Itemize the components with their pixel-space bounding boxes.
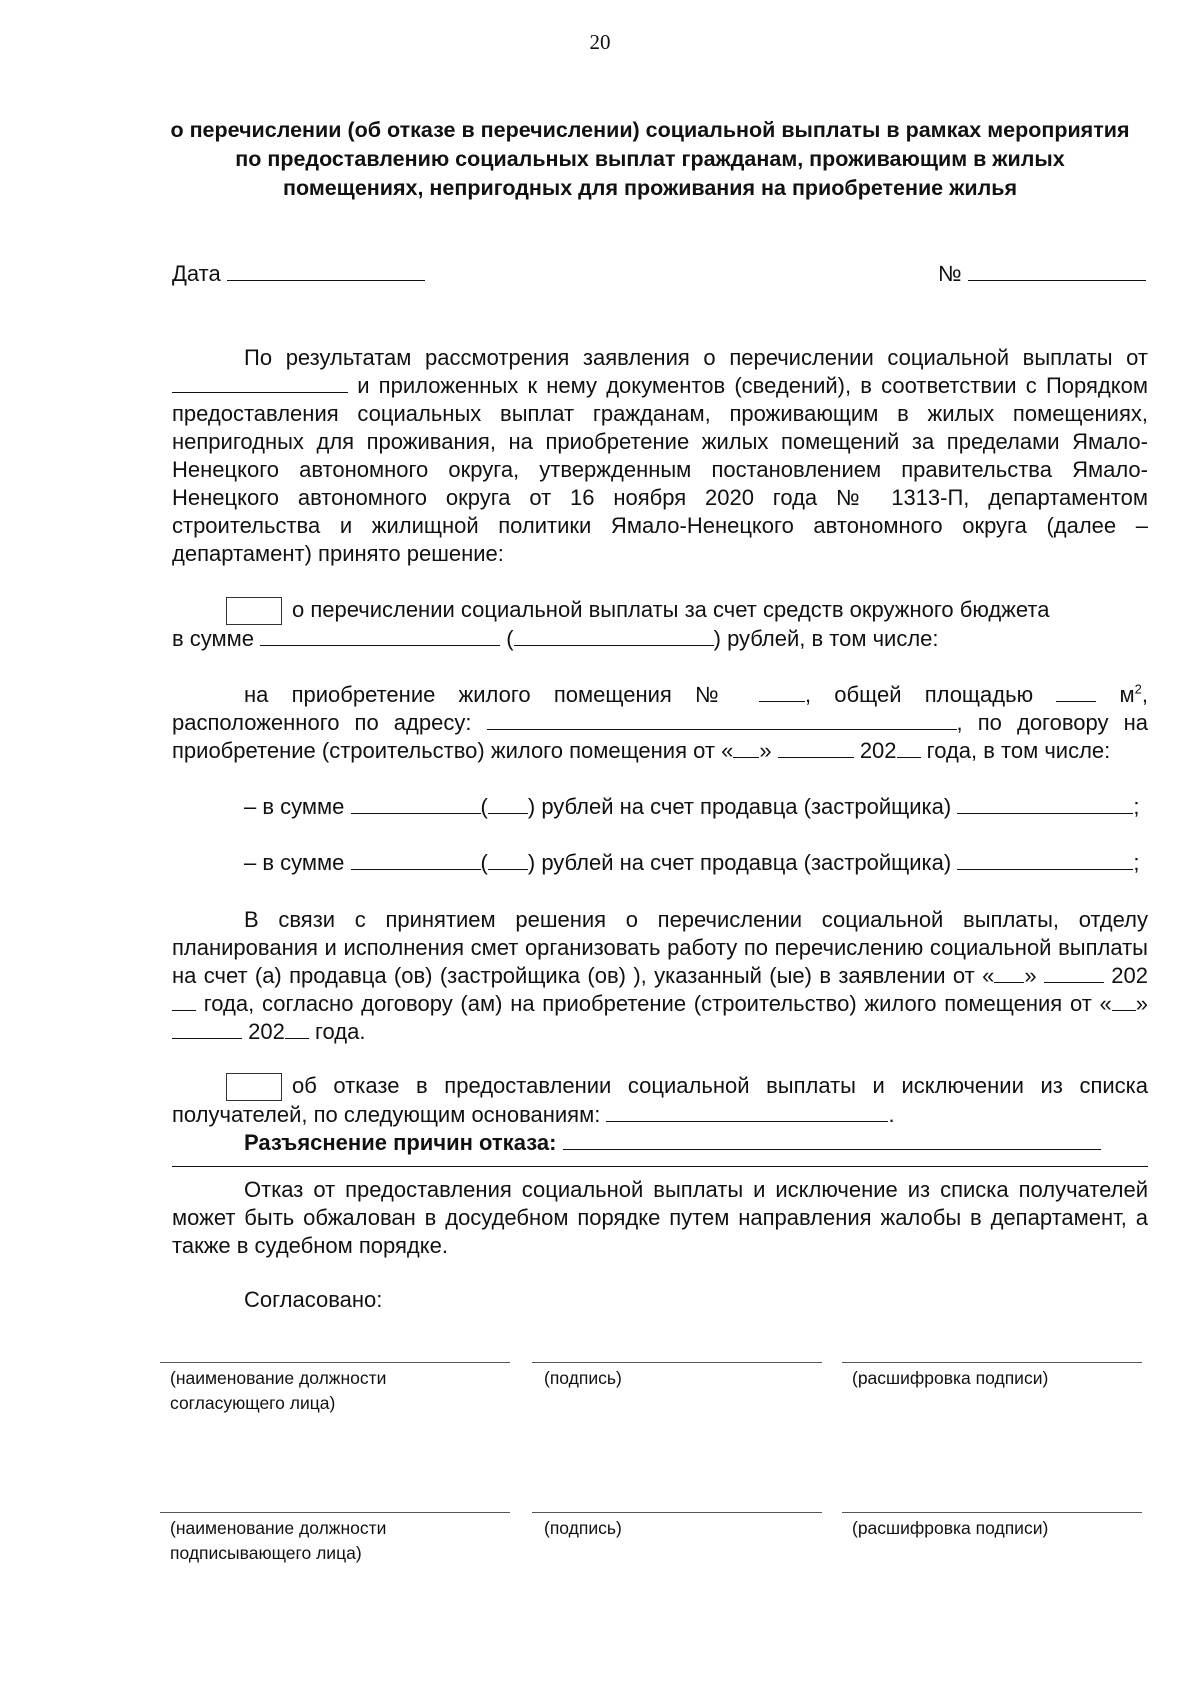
purchase-text-5: расположенного по адресу: <box>172 710 472 735</box>
purchase-text-4: , <box>1141 682 1148 707</box>
refuse-reasons-label: Разъяснение причин отказа: <box>244 1130 557 1156</box>
contract-day-blank[interactable] <box>733 737 759 758</box>
payment-end: ; <box>1133 850 1140 875</box>
signature-line[interactable] <box>532 1362 822 1363</box>
date-blank[interactable] <box>227 260 425 281</box>
refuse-checkbox[interactable] <box>226 1073 282 1101</box>
payment-amount-blank[interactable] <box>351 793 481 814</box>
purchase-text-10: года, в том числе: <box>926 738 1111 763</box>
agreed-label: Согласовано: <box>244 1287 383 1312</box>
purchase-text-8: » <box>759 738 772 763</box>
transfer-paragraph <box>172 906 1148 1046</box>
date-field <box>172 260 425 287</box>
purchase-text-6: , по договору <box>956 710 1109 735</box>
refuse-text: об отказе в предоставлении социальной выплаты и исключении из списка получателей, по следующим основаниям: <box>172 1073 1148 1128</box>
number-field <box>938 260 1146 287</box>
signature-decoding-line[interactable] <box>842 1512 1142 1513</box>
application-date-blank[interactable] <box>172 372 348 393</box>
transfer-text-5: » <box>1135 991 1148 1016</box>
signature-position-caption: (наименование должности подписывающего лица) <box>170 1518 387 1563</box>
transfer-text-3: 202 <box>1111 963 1148 988</box>
payment-seller-blank[interactable] <box>957 849 1133 870</box>
appeal-paragraph <box>172 1176 1148 1260</box>
approve-sum-open: ( <box>506 626 514 652</box>
agreed-block <box>172 1286 1148 1314</box>
payment-open: ( <box>480 850 488 875</box>
transfer-text-4: года, согласно договору (ам) на приобретение (строительство) жилого помещения от « <box>203 991 1112 1016</box>
purchase-text-9: 202 <box>859 738 897 763</box>
refuse-option <box>172 1072 1148 1157</box>
transfer-text-1: В связи с принятием решения о перечислении социальной выплаты, отделу планирования и исполнения смет организовать работу по перечислению социальной выплаты на счет (а) продавца (ов) (застройщика (ов) ), указанный (ые) в заявлении от « <box>172 907 1148 988</box>
application-day-blank[interactable] <box>994 962 1024 983</box>
contract2-day-blank[interactable] <box>1112 990 1136 1011</box>
payment-words-blank[interactable] <box>488 793 528 814</box>
purchase-text-7: на приобретение (строительство) жилого помещения от « <box>172 710 1148 763</box>
payment-seller-blank[interactable] <box>957 793 1133 814</box>
approve-text: о перечислении социальной выплаты за счет средств окружного бюджета <box>292 597 1050 622</box>
payment-text-1: в сумме <box>262 850 345 875</box>
area-unit-superscript: 2 <box>1134 681 1142 697</box>
approve-sum-words-blank[interactable] <box>514 625 714 646</box>
refuse-grounds-blank[interactable] <box>606 1101 888 1122</box>
date-label: Дата <box>172 261 221 286</box>
refuse-end: . <box>888 1102 895 1128</box>
signature-position-caption: (наименование должности согласующего лица) <box>170 1368 387 1413</box>
approve-option <box>172 596 1148 653</box>
payment-open: ( <box>480 794 488 819</box>
transfer-text-6: 202 <box>248 1019 285 1044</box>
refuse-reasons-line[interactable] <box>172 1166 1148 1167</box>
contract-month-blank[interactable] <box>778 737 854 758</box>
signature-decoding-line[interactable] <box>842 1362 1142 1363</box>
intro-paragraph <box>172 344 1148 568</box>
payment-item-1 <box>172 793 1148 821</box>
apartment-number-blank[interactable] <box>759 681 805 702</box>
purchase-text-2: , общей площадью <box>804 682 1034 707</box>
approve-sum-suffix: ) рублей, в том числе: <box>713 626 939 652</box>
contract2-month-blank[interactable] <box>172 1018 242 1039</box>
area-blank[interactable] <box>1056 681 1096 702</box>
payment-text-1: в сумме <box>262 794 345 819</box>
payment-end: ; <box>1133 794 1140 819</box>
payment-item-2 <box>172 849 1148 877</box>
number-blank[interactable] <box>968 260 1146 281</box>
number-label: № <box>938 261 962 286</box>
page-number: 20 <box>589 30 611 54</box>
signature-decoding-caption: (расшифровка подписи) <box>852 1518 1049 1538</box>
payment-text-3: ) рублей на счет продавца (застройщика) <box>527 850 952 875</box>
intro-text-2: и приложенных к нему документов (сведений), в соответствии с Порядком предоставления социальных выплат гражданам, проживающим в жилых помещениях, непригодных для проживания, на приобретение жилых помещений за пределами Ямало-Ненецкого автономного округа, утвержденным постановлением правительства Ямало-Ненецкого автономного округа от 16 ноября 2020 года № 1313-П, департаментом строительства и жилищной политики Ямало-Ненецкого автономного округа (далее – департамент) принято решение: <box>172 373 1148 566</box>
signature-decoding-caption: (расшифровка подписи) <box>852 1368 1049 1388</box>
signature-caption: (подпись) <box>544 1518 622 1538</box>
signature-position-line[interactable] <box>160 1512 510 1513</box>
signature-line[interactable] <box>532 1512 822 1513</box>
signature-position-line[interactable] <box>160 1362 510 1363</box>
payment-words-blank[interactable] <box>488 849 528 870</box>
purchase-text-1: на приобретение жилого помещения № <box>244 682 736 707</box>
intro-text-1: По результатам рассмотрения заявления о перечислении социальной выплаты от <box>244 345 1148 370</box>
contract2-year-blank[interactable] <box>285 1018 309 1039</box>
transfer-text-7: года. <box>314 1019 366 1044</box>
address-blank[interactable] <box>487 709 957 730</box>
purchase-text-3: м <box>1119 682 1135 707</box>
purchase-paragraph <box>172 681 1148 765</box>
payment-amount-blank[interactable] <box>351 849 481 870</box>
refuse-reasons-blank[interactable] <box>563 1129 1101 1150</box>
appeal-text: Отказ от предоставления социальной выплаты и исключение из списка получателей может быть обжалован в досудебном порядке путем направления жалобы в департамент, а также в судебном порядке. <box>172 1177 1148 1258</box>
payment-dash: – <box>244 850 257 875</box>
payment-dash: – <box>244 794 257 819</box>
payment-text-3: ) рублей на счет продавца (застройщика) <box>527 794 952 819</box>
approve-checkbox[interactable] <box>226 597 282 625</box>
application-month-blank[interactable] <box>1044 962 1104 983</box>
application-year-blank[interactable] <box>172 990 196 1011</box>
approve-sum-blank[interactable] <box>260 625 500 646</box>
transfer-text-2: » <box>1024 963 1037 988</box>
approve-sum-prefix: в сумме <box>172 626 255 652</box>
contract-year-blank[interactable] <box>897 737 921 758</box>
document-title: о перечислении (об отказе в перечислении) социальной выплаты в рамках мероприятия по предоставлению социальных выплат гражданам, проживающим в жилых помещениях, непригодных для проживания на приобретение жилья <box>170 118 1130 200</box>
signature-caption: (подпись) <box>544 1368 622 1388</box>
